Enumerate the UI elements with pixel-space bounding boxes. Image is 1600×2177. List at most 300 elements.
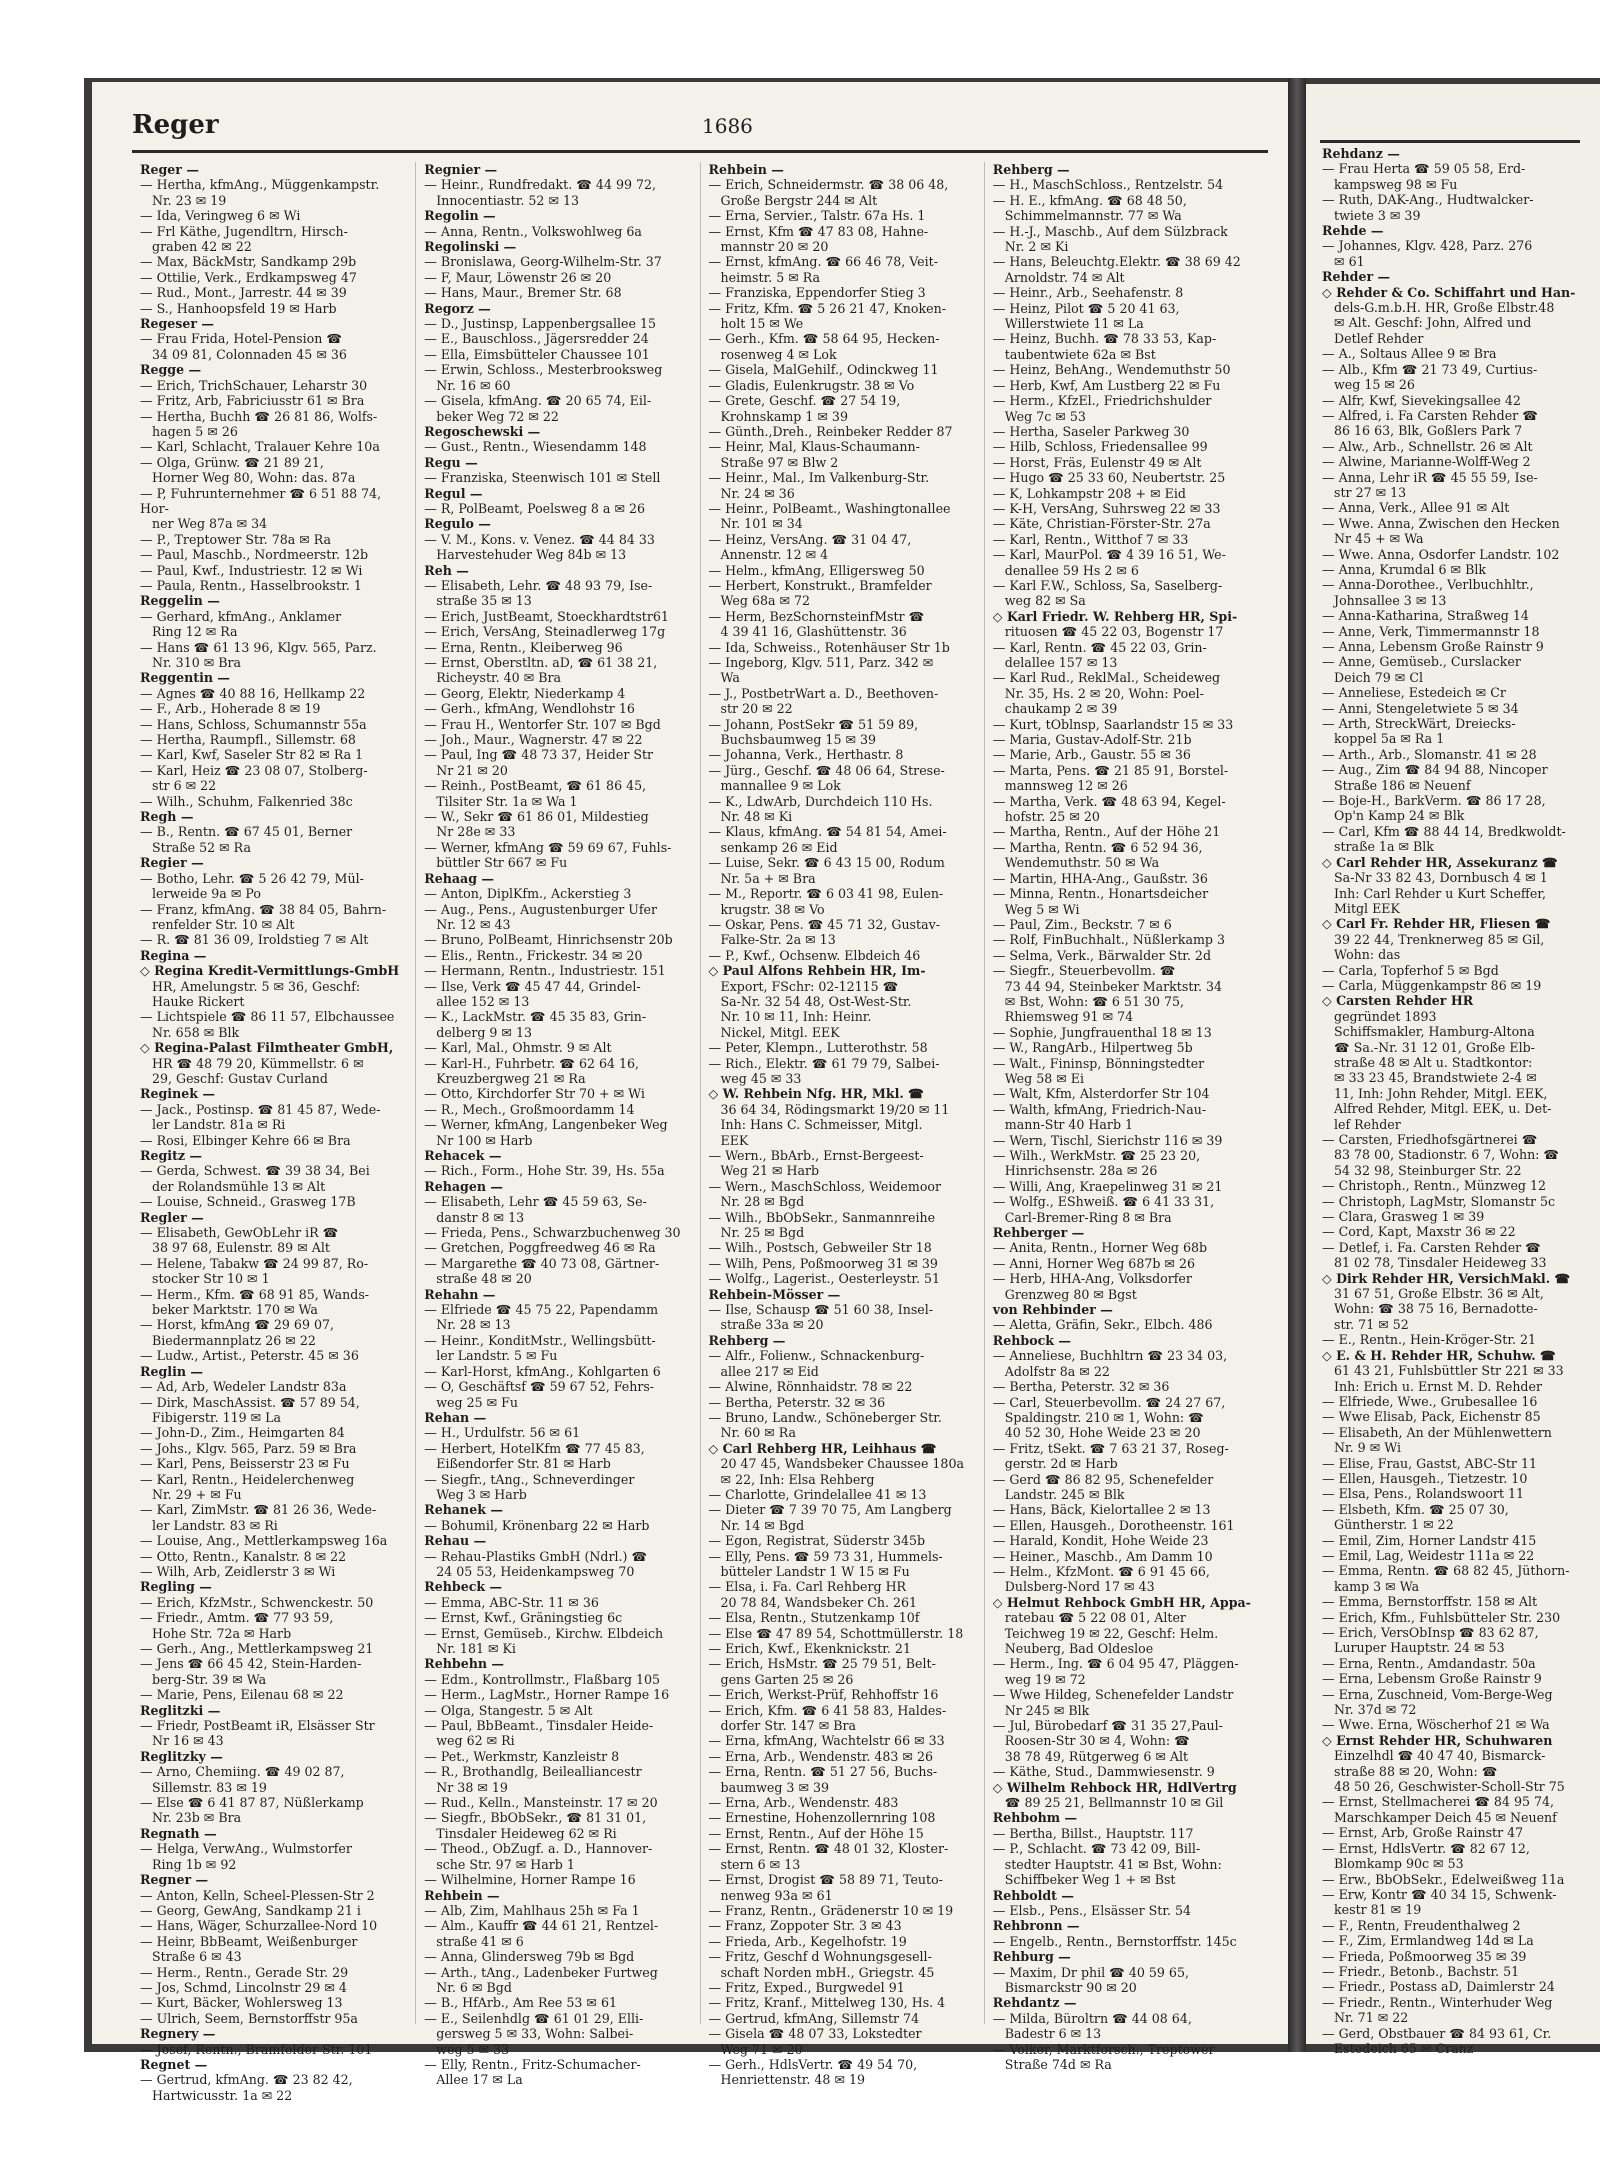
listing-entry: — Gust., Rentn., Wiesendamm 148 <box>424 439 647 455</box>
listing-entry: Tinsdaler Heideweg 62 ✉ Ri <box>424 1825 617 1841</box>
listing-entry: — Ida, Veringweg 6 ✉ Wi <box>140 208 301 224</box>
listing-entry: dorfer Str. 147 ✉ Bra <box>708 1718 857 1734</box>
listing-entry: Nr. 5a + ✉ Bra <box>708 870 816 886</box>
listing-entry: — P., Treptower Str. 78a ✉ Ra <box>140 531 332 547</box>
listing-entry: twiete 3 ✉ 39 <box>1322 207 1421 223</box>
listing-entry: 40 52 30, Hohe Weide 23 ✉ 20 <box>992 1425 1201 1441</box>
listing-entry: — Gisela, MalGehilf., Odinckweg 11 <box>708 362 939 378</box>
listing-entry: — Gerd ☎ 86 82 95, Schenefelder <box>992 1471 1214 1487</box>
listing-entry: — Johs., Klgv. 565, Parz. 59 ✉ Bra <box>140 1440 357 1456</box>
listing-entry: — Rolf, FinBuchhalt., Nüßlerkamp 3 <box>992 932 1225 948</box>
listing-entry: stern 6 ✉ 13 <box>708 1856 801 1872</box>
listing-entry: — Elly, Pens. ☎ 59 73 31, Hummels- <box>708 1548 943 1564</box>
listing-entry: — Louise, Ang., Mettlerkampsweg 16a <box>140 1533 388 1549</box>
listing-entry: kamp 3 ✉ Wa <box>1322 1578 1420 1594</box>
listing-entry: — Bronislawa, Georg-Wilhelm-Str. 37 <box>424 254 662 270</box>
listing-entry: Reggelin — <box>140 593 220 609</box>
listing-entry: — Minna, Rentn., Honartsdeicher <box>992 886 1209 902</box>
listing-entry: Wendemuthstr. 50 ✉ Wa <box>992 855 1160 871</box>
listing-entry: — Bohumil, Krönenbarg 22 ✉ Harb <box>424 1517 650 1533</box>
listing-entry: — Arno, Chemiing. ☎ 49 02 87, <box>140 1764 345 1780</box>
facing-page-column <box>1316 146 1600 2056</box>
listing-entry: Straße 97 ✉ Blw 2 <box>708 454 839 470</box>
listing-entry: ◇ W. Rehbein Nfg. HR, Mkl. ☎ <box>708 1086 924 1102</box>
listing-entry: — John-D., Zim., Heimgarten 84 <box>140 1425 345 1441</box>
listing-entry: — Walt., Fininsp, Bönningstedter <box>992 1055 1205 1071</box>
listing-entry: — Wilhelmine, Horner Rampe 16 <box>424 1872 636 1888</box>
listing-entry: Regnery — <box>140 2026 216 2042</box>
listing-entry: — Detlef, i. Fa. Carsten Rehder ☎ <box>1322 1239 1541 1255</box>
listing-entry: — Carl, Steuerbevollm. ☎ 24 27 67, <box>992 1394 1226 1410</box>
listing-entry: Willerstwiete 11 ✉ La <box>992 316 1144 332</box>
listing-entry: Straße 52 ✉ Ra <box>140 839 251 855</box>
listing-entry: — Carsten, Friedhofsgärtnerei ☎ <box>1322 1132 1538 1147</box>
listing-entry: krugstr. 38 ✉ Vo <box>708 901 825 917</box>
listing-entry: — Erna, Arb., Wendenstr. 483 <box>708 1795 899 1811</box>
listing-entry: — Paula, Rentn., Hasselbrookstr. 1 <box>140 577 362 593</box>
listing-entry: — Wern., BbArb., Ernst-Bergeest- <box>708 1148 924 1163</box>
listing-entry: Nr 38 ✉ 19 <box>424 1779 508 1795</box>
listing-entry: 86 16 63, Blk, Goßlers Park 7 <box>1322 423 1523 439</box>
listing-entry: — Elisabeth, An der Mühlenwettern <box>1322 1424 1552 1440</box>
listing-entry: — Wilh., Schuhm, Falkenried 38c <box>140 793 353 809</box>
listing-entry: — Alwine, Rönnhaidstr. 78 ✉ 22 <box>708 1379 913 1395</box>
listing-entry: Nr. 23 ✉ 19 <box>140 192 227 208</box>
listing-entry: berg-Str. 39 ✉ Wa <box>140 1671 267 1687</box>
listing-entry: — Martin, HHA-Ang., Gaußstr. 36 <box>992 870 1208 886</box>
listing-entry: Teichweg 19 ✉ 22, Geschf: Helm. <box>992 1625 1219 1641</box>
listing-entry: — Karl, Kwf, Saseler Str 82 ✉ Ra 1 <box>140 747 364 763</box>
listing-entry: — Ulrich, Seem, Bernstorffstr 95a <box>140 2010 358 2026</box>
listing-entry: — Gerh., Kfm. ☎ 58 64 95, Hecken- <box>708 331 940 347</box>
listing-entry: — Kurt, Bäcker, Wohlersweg 13 <box>140 1995 343 2011</box>
listing-entry: — Ernst, Kwf., Gräningstieg 6c <box>424 1610 623 1626</box>
listing-entry: — E., Bauschloss., Jägersredder 24 <box>424 331 649 347</box>
listing-entry: — Gerh., Ang., Mettlerkampsweg 21 <box>140 1641 374 1656</box>
listing-entry: heimstr. 5 ✉ Ra <box>708 269 821 285</box>
listing-entry: Nr 28e ✉ 33 <box>424 824 516 840</box>
listing-entry: — Gretchen, Poggfreedweg 46 ✉ Ra <box>424 1240 656 1256</box>
listing-entry: stedter Hauptstr. 41 ✉ Bst, Wohn: <box>992 1856 1222 1872</box>
listing-entry: — Reinh., PostBeamt, ☎ 61 86 45, <box>424 778 647 794</box>
listing-entry: — Ernst, Arb, Große Rainstr 47 <box>1322 1825 1524 1841</box>
listing-entry: Nr 100 ✉ Harb <box>424 1132 533 1148</box>
listing-entry: — Elisabeth, Lehr. ☎ 48 93 79, Ise- <box>424 577 653 593</box>
listing-entry: — Anna, Verk., Allee 91 ✉ Alt <box>1322 500 1510 516</box>
listing-entry: ◇ Carl Fr. Rehder HR, Fliesen ☎ <box>1322 916 1551 932</box>
listing-entry: Regitz — <box>140 1148 203 1163</box>
listing-entry: Regnet — <box>140 2056 208 2072</box>
listing-entry: ✉ 22, Inh: Elsa Rehberg <box>708 1471 875 1487</box>
listing-entry: Arnoldstr. 74 ✉ Alt <box>992 269 1125 285</box>
listing-entry: — Elsa, i. Fa. Carl Rehberg HR <box>708 1579 907 1595</box>
listing-entry: — Friedr., Betonb., Bachstr. 51 <box>1322 1963 1520 1979</box>
listing-entry: ner Weg 87a ✉ 34 <box>140 516 268 532</box>
listing-entry: 11, Inh: John Rehder, Mitgl. EEK, <box>1322 1085 1548 1101</box>
listing-entry: gegründet 1893 <box>1322 1008 1437 1024</box>
listing-entry: ◇ Helmut Rehbock GmbH HR, Appa- <box>992 1594 1251 1610</box>
listing-entry: — Erna, Zuschneid, Vom-Berge-Weg <box>1322 1686 1553 1702</box>
listing-entry: — Wilh, Arb, Zeidlerstr 3 ✉ Wi <box>140 1563 336 1579</box>
listing-entry: Rehberg — <box>708 1332 786 1348</box>
listing-entry: Hohe Str. 72a ✉ Harb <box>140 1625 292 1641</box>
listing-entry: — B., Rentn. ☎ 67 45 01, Berner <box>140 824 353 840</box>
listing-entry: — Bruno, Landw., Schöneberger Str. <box>708 1409 942 1425</box>
listing-entry: Weg 71 ✉ 20 <box>708 2041 803 2057</box>
listing-entry: — Gerd, Obstbauer ☎ 84 93 61, Cr. <box>1322 2025 1552 2041</box>
listing-entry: — Joh., Maur., Wagnerstr. 47 ✉ 22 <box>424 732 643 748</box>
column-1 <box>132 162 415 2103</box>
listing-entry: Badestr 6 ✉ 13 <box>992 2026 1102 2042</box>
listing-entry: — Herb, Kwf, Am Lustberg 22 ✉ Fu <box>992 377 1221 393</box>
listing-entry: Blomkamp 90c ✉ 53 <box>1322 1856 1464 1872</box>
listing-entry: — Erich, HsMstr. ☎ 25 79 51, Belt- <box>708 1656 936 1672</box>
listing-entry: Harvestehuder Weg 84b ✉ 13 <box>424 547 627 563</box>
listing-entry: — Friedr., Amtm. ☎ 77 93 59, <box>140 1610 334 1626</box>
listing-entry: weg 25 ✉ Fu <box>424 1394 518 1410</box>
listing-entry: — Anna, Lehr iR ☎ 45 55 59, Ise- <box>1322 469 1538 485</box>
listing-entry: — Heinr., KonditMstr., Wellingsbütt- <box>424 1332 656 1348</box>
listing-entry: — Siegfr., tAng., Schneverdinger <box>424 1471 635 1487</box>
listing-entry: — Ella, Eimsbütteler Chaussee 101 <box>424 346 650 362</box>
listing-entry: — Alw., Arb., Schnellstr. 26 ✉ Alt <box>1322 438 1533 454</box>
listing-entry: Richeystr. 40 ✉ Bra <box>424 670 562 686</box>
listing-entry: — P, Fuhrunternehmer ☎ 6 51 88 74, Hor- <box>140 485 386 516</box>
listing-entry: — Karl-Horst, kfmAng., Kohlgarten 6 <box>424 1363 661 1379</box>
listing-entry: — Ernst, Oberstltn. aD, ☎ 61 38 21, <box>424 655 658 670</box>
listing-entry: — Erich, Schneidermstr. ☎ 38 06 48, <box>708 177 949 193</box>
listing-entry: Ring 12 ✉ Ra <box>140 624 238 640</box>
listing-entry: Reger — <box>140 162 199 177</box>
listing-entry: — Hertha, Raumpfl., Sillemstr. 68 <box>140 732 356 748</box>
listing-entry: Rehbein — <box>424 1887 500 1903</box>
listing-entry: senkamp 26 ✉ Eid <box>708 839 838 855</box>
listing-entry: stocker Str 10 ✉ 1 <box>140 1271 270 1287</box>
listing-entry: — Emma, Rentn. ☎ 68 82 45, Jüthorn- <box>1322 1563 1570 1579</box>
listing-entry: — Paul, Zim., Beckstr. 7 ✉ 6 <box>992 916 1172 932</box>
listing-entry: Estedeich 65 ✉ Cranz <box>1322 2040 1474 2056</box>
listing-entry: — K-H, VersAng, Suhrsweg 22 ✉ 33 <box>992 500 1221 516</box>
listing-entry: Regorz — <box>424 300 491 316</box>
listing-entry: 81 02 78, Tinsdaler Heideweg 33 <box>1322 1255 1547 1271</box>
listing-entry: — Johann, PostSekr ☎ 51 59 89, <box>708 716 919 732</box>
listing-entry: — Sophie, Jungfrauenthal 18 ✉ 13 <box>992 1024 1212 1040</box>
listing-entry: — Jos, Schmd, Lincolnstr 29 ✉ 4 <box>140 1979 347 1995</box>
listing-entry: Regulo — <box>424 516 491 532</box>
listing-entry: — E., Rentn., Hein-Kröger-Str. 21 <box>1322 1332 1537 1348</box>
listing-entry: — Hilb, Schloss, Friedensallee 99 <box>992 439 1208 455</box>
listing-entry: Straße 74d ✉ Ra <box>992 2056 1112 2072</box>
listing-entry: ◇ Regina Kredit-Vermittlungs-GmbH <box>140 963 400 979</box>
listing-entry: kampsweg 98 ✉ Fu <box>1322 176 1458 192</box>
listing-entry: Regnier — <box>424 162 498 177</box>
listing-entry: — Fritz, Arb, Fabriciusstr 61 ✉ Bra <box>140 393 365 409</box>
listing-entry: Nr. 658 ✉ Blk <box>140 1024 240 1040</box>
listing-entry: hofstr. 25 ✉ 20 <box>992 809 1100 825</box>
listing-entry: — Siegfr., Steuerbevollm. ☎ <box>992 963 1176 979</box>
listing-entry: dels-G.m.b.H. HR, Große Elbstr.48 <box>1322 300 1555 316</box>
listing-entry: — Helm., KfzMont. ☎ 6 91 45 66, <box>992 1563 1210 1579</box>
listing-entry: — Erna, Arb., Wendenstr. 483 ✉ 26 <box>708 1748 934 1764</box>
listing-entry: Rhiemsweg 91 ✉ 74 <box>992 1009 1134 1025</box>
listing-entry: ✉ 61 <box>1322 253 1365 269</box>
listing-entry: ratebau ☎ 5 22 08 01, Alter <box>992 1610 1186 1626</box>
page-number: 1686 <box>702 114 753 138</box>
listing-entry: — Pet., Werkmstr, Kanzleistr 8 <box>424 1748 620 1764</box>
listing-entry: Regu — <box>424 454 478 470</box>
listing-entry: renfelder Str. 10 ✉ Alt <box>140 916 295 932</box>
listing-entry: weg 62 ✉ Ri <box>424 1733 515 1749</box>
listing-entry: — Ernst, kfmAng. ☎ 66 46 78, Veit- <box>708 254 938 270</box>
listing-entry: Krohnskamp 1 ✉ 39 <box>708 408 848 424</box>
listing-entry: Nr. 37d ✉ 72 <box>1322 1702 1417 1718</box>
listing-entry: — Jürg., Geschf. ☎ 48 06 64, Strese- <box>708 762 945 778</box>
listing-entry: — Wern., MaschSchloss, Weidemoor <box>708 1178 942 1194</box>
listing-entry: beker Weg 72 ✉ 22 <box>424 408 559 424</box>
listing-entry: Nr. 28 ✉ Bgd <box>708 1194 805 1210</box>
listing-entry: Sa-Nr 33 82 43, Dornbusch 4 ✉ 1 <box>1322 870 1548 886</box>
listing-entry: Nr. 24 ✉ 36 <box>708 485 795 501</box>
listing-entry: — Frau Herta ☎ 59 05 58, Erd- <box>1322 161 1526 177</box>
listing-entry: — Karl, Heiz ☎ 23 08 07, Stolberg- <box>140 762 368 778</box>
listing-entry: — Ernst, Rentn., Auf der Höhe 15 <box>708 1825 924 1841</box>
listing-entry: Rehder — <box>1322 269 1391 285</box>
listing-entry: — Hans, Beleuchtg.Elektr. ☎ 38 69 42 <box>992 254 1241 270</box>
listing-entry: — Margarethe ☎ 40 73 08, Gärtner- <box>424 1255 660 1271</box>
listing-entry: — Marie, Pens, Eilenau 68 ✉ 22 <box>140 1687 344 1703</box>
listing-entry: Rehbock — <box>992 1332 1071 1348</box>
listing-entry: — Franz, kfmAng. ☎ 38 84 05, Bahrn- <box>140 901 387 917</box>
listing-entry: Nr. 6 ✉ Bgd <box>424 1979 512 1995</box>
listing-entry: — Helga, VerwAng., Wulmstorfer <box>140 1841 352 1857</box>
listing-entry: — Wolfg., Lagerist., Oesterleystr. 51 <box>708 1271 941 1287</box>
listing-entry: Nr. 9 ✉ Wi <box>1322 1440 1401 1456</box>
listing-entry: Regner — <box>140 1872 209 1888</box>
listing-entry: Nr. 29 + ✉ Fu <box>140 1486 242 1502</box>
listing-entry: 83 78 00, Stadionstr. 6 7, Wohn: ☎ <box>1322 1147 1560 1163</box>
listing-entry: — Christoph, LagMstr, Slomanstr 5c <box>1322 1193 1556 1209</box>
listing-entry: ler Landstr. 81a ✉ Ri <box>140 1117 286 1133</box>
listing-entry: — Ernestine, Hohenzollernring 108 <box>708 1810 936 1826</box>
listing-entry: straße 88 ✉ 20, Wohn: ☎ <box>1322 1763 1498 1779</box>
listing-entry: Große Bergstr 244 ✉ Alt <box>708 192 878 208</box>
listing-entry: ler Landstr. 83 ✉ Ri <box>140 1517 278 1533</box>
listing-entry: — J., PostbetrWart a. D., Beethoven- <box>708 685 939 701</box>
listing-entry: mannsweg 12 ✉ 26 <box>992 778 1128 794</box>
listing-entry: Rehbein — <box>708 162 784 177</box>
listing-entry: — Erich, TrichSchauer, Leharstr 30 <box>140 377 368 393</box>
listing-entry: 38 78 49, Rütgerweg 6 ✉ Alt <box>992 1748 1189 1764</box>
listing-entry: — Herm., Kfm. ☎ 68 91 85, Wands- <box>140 1286 370 1302</box>
facing-page-rule <box>1320 140 1580 143</box>
listing-entry: — Käte, Christian-Förster-Str. 27a <box>992 516 1211 532</box>
listing-entry: — Elsa, Pens., Rolandswoort 11 <box>1322 1486 1525 1502</box>
listing-entry: — Harald, Kondit, Hohe Weide 23 <box>992 1533 1209 1549</box>
listing-entry: — Arth., Arb., Slomanstr. 41 ✉ 28 <box>1322 746 1537 762</box>
listing-entry: — Jack., Postinsp. ☎ 81 45 87, Wede- <box>140 1101 381 1117</box>
listing-entry: — Anni, Horner Weg 687b ✉ 26 <box>992 1255 1195 1271</box>
listing-entry: — Herm., Rentn., Gerade Str. 29 <box>140 1964 349 1980</box>
listing-entry: — Arth., tAng., Ladenbeker Furtweg <box>424 1964 658 1980</box>
listing-entry: Rehbohm — <box>992 1810 1078 1826</box>
listing-entry: delallee 157 ✉ 13 <box>992 655 1118 670</box>
listing-entry: — Ernst, Stellmacherei ☎ 84 95 74, <box>1322 1794 1554 1810</box>
listing-entry: — Hertha, Buchh ☎ 26 81 86, Wolfs- <box>140 408 378 424</box>
listing-entry: Nr. 48 ✉ Ki <box>708 809 793 825</box>
listing-entry: — Erw., BbObSekr., Edelweißweg 11a <box>1322 1871 1565 1887</box>
listing-entry: — Friedr., Postass aD, Daimlerstr 24 <box>1322 1979 1555 1995</box>
listing-entry: baumweg 3 ✉ 39 <box>708 1779 830 1795</box>
page-title: Reger <box>132 110 219 140</box>
listing-entry: — Jul, Bürobedarf ☎ 31 35 27,Paul- <box>992 1718 1223 1734</box>
listing-entry: Einzelhdl ☎ 40 47 40, Bismarck- <box>1322 1748 1546 1764</box>
listing-entry: — Peter, Klempn., Lutterothstr. 58 <box>708 1040 928 1056</box>
listing-entry: — Karl, MaurPol. ☎ 4 39 16 51, We- <box>992 547 1226 563</box>
listing-entry: Nr 45 + ✉ Wa <box>1322 531 1424 547</box>
listing-entry: ✉ Alt. Geschf: John, Alfred und <box>1322 315 1532 331</box>
listing-entry: — Ernst, Rentn. ☎ 48 01 32, Kloster- <box>708 1841 949 1857</box>
listing-entry: — Werner, kfmAng, Langenbeker Weg <box>424 1117 668 1133</box>
listing-entry: Inh: Carl Rehder u Kurt Scheffer, <box>1322 885 1546 901</box>
listing-entry: Wohn: ☎ 38 75 16, Bernadotte- <box>1322 1301 1538 1317</box>
listing-entry: — Elly, Rentn., Fritz-Schumacher- <box>424 2056 641 2072</box>
listing-entry: — Bertha, Billst., Hauptstr. 117 <box>992 1825 1194 1841</box>
listing-entry: — Aug., Pens., Augustenburger Ufer <box>424 901 658 917</box>
listing-entry: 24 05 53, Heidenkampsweg 70 <box>424 1563 635 1579</box>
listing-entry: — Bertha, Peterstr. 32 ✉ 36 <box>708 1394 886 1410</box>
listing-entry: danstr 8 ✉ 13 <box>424 1209 525 1225</box>
listing-entry: — Elfriede ☎ 45 75 22, Papendamm <box>424 1302 659 1318</box>
listing-entry: denallee 59 Hs 2 ✉ 6 <box>992 562 1139 578</box>
listing-entry: — Anna, Krumdal 6 ✉ Blk <box>1322 561 1486 577</box>
listing-entry: — Martha, Rentn., Auf der Höhe 21 <box>992 824 1221 840</box>
listing-entry: Rehdanz — <box>1322 146 1400 161</box>
listing-entry: — Olga, Stangestr. 5 ✉ Alt <box>424 1702 593 1718</box>
listing-entry: — Paul, BbBeamt., Tinsdaler Heide- <box>424 1718 654 1734</box>
listing-entry: — Alfr., Folienw., Schnackenburg- <box>708 1348 925 1364</box>
listing-entry: ✉ Bst, Wohn: ☎ 6 51 30 75, <box>992 993 1185 1009</box>
listing-entry: — Gerhard, kfmAng., Anklamer <box>140 608 342 624</box>
listing-entry: — Heinz, Pilot ☎ 5 20 41 63, <box>992 300 1180 316</box>
listing-entry: Reggentin — <box>140 670 230 686</box>
listing-entry: — Klaus, kfmAng. ☎ 54 81 54, Amei- <box>708 824 947 840</box>
listing-entry: — Günth.,Dreh., Reinbeker Redder 87 <box>708 423 953 439</box>
listing-entry: — Wwe. Anna, Zwischen den Hecken <box>1322 515 1560 531</box>
listing-entry: Schiffbeker Weg 1 + ✉ Bst <box>992 1872 1176 1888</box>
listing-entry: — Wilh., Postsch, Gebweiler Str 18 <box>708 1240 932 1256</box>
listing-entry: Sillemstr. 83 ✉ 19 <box>140 1779 267 1795</box>
listing-entry: — Erna, Rentn., Amdandastr. 50a <box>1322 1655 1536 1671</box>
listing-entry: Tilsiter Str. 1a ✉ Wa 1 <box>424 793 578 809</box>
listing-entry: — Volker, Marktforsch., Treptower <box>992 2041 1215 2057</box>
listing-entry: — Anton, Kelln, Scheel-Plessen-Str 2 <box>140 1887 375 1903</box>
listing-entry: Bismarckstr 90 ✉ 20 <box>992 1979 1137 1995</box>
listing-entry: ◇ E. & H. Rehder HR, Schuhw. ☎ <box>1322 1347 1556 1363</box>
listing-entry: — Martha, Verk. ☎ 48 63 94, Kegel- <box>992 793 1226 809</box>
listing-entry: — Clara, Grasweg 1 ✉ 39 <box>1322 1209 1485 1225</box>
listing-entry: — Ellen, Hausgeh., Dorotheenstr. 161 <box>992 1517 1235 1533</box>
listing-entry: — Erwin, Schloss., Mesterbrooksweg <box>424 362 663 378</box>
listing-entry: gersweg 5 ✉ 33, Wohn: Salbei- <box>424 2026 634 2042</box>
listing-entry: — Wwe Elisab, Pack, Eichenstr 85 <box>1322 1409 1541 1425</box>
listing-entry: — E., Seilenhdlg ☎ 61 01 29, Elli- <box>424 2010 644 2026</box>
listing-entry: Rehboldt — <box>992 1887 1074 1903</box>
directory-page <box>92 82 1288 2103</box>
listing-entry: Reglitzki — <box>140 1702 221 1718</box>
listing-entry: — Erich, Kfm., Fuhlsbütteler Str. 230 <box>1322 1609 1561 1625</box>
listing-entry: straße 41 ✉ 6 <box>424 1933 524 1949</box>
listing-entry: — M., Reportr. ☎ 6 03 41 98, Eulen- <box>708 886 944 902</box>
listing-entry: — Else ☎ 6 41 87 87, Nüßlerkamp <box>140 1795 364 1811</box>
listing-entry: — Erich, Werkst-Prüf, Rehhoffstr 16 <box>708 1687 939 1703</box>
listing-entry: Inh: Hans C. Schmeisser, Mitgl. <box>708 1117 923 1133</box>
listing-entry: — Wwe. Anna, Osdorfer Landstr. 102 <box>1322 546 1560 562</box>
listing-entry: — Elisabeth, Lehr ☎ 45 59 63, Se- <box>424 1194 647 1210</box>
listing-entry: — Hans, Maur., Bremer Str. 68 <box>424 285 622 301</box>
listing-entry: — Wilh., BbObSekr., Sanmannreihe <box>708 1209 936 1225</box>
listing-entry: — Karl F.W., Schloss, Sa, Saselberg- <box>992 577 1223 593</box>
listing-entry: — Rud., Mont., Jarrestr. 44 ✉ 39 <box>140 285 347 301</box>
listing-entry: Kreuzbergweg 21 ✉ Ra <box>424 1070 586 1086</box>
listing-entry: — Engelb., Rentn., Bernstorffstr. 145c <box>992 1933 1237 1949</box>
listing-entry: — Hertha, Saseler Parkweg 30 <box>992 423 1190 439</box>
listing-entry: — Gertrud, kfmAng, Sillemstr 74 <box>708 2010 920 2026</box>
listing-entry: — Dirk, MaschAssist. ☎ 57 89 54, <box>140 1394 360 1410</box>
listing-entry: ◇ Rehder & Co. Schiffahrt und Han- <box>1322 284 1576 300</box>
listing-entry: — Ad, Arb, Wedeler Landstr 83a <box>140 1379 347 1395</box>
listing-entry: — B., HfArb., Am Ree 53 ✉ 61 <box>424 1995 617 2011</box>
listing-entry: Nr. 10 ✉ 11, Inh: Heinr. <box>708 1009 872 1025</box>
listing-entry: ler Landstr. 5 ✉ Fu <box>424 1348 558 1364</box>
listing-entry: Rehacek — <box>424 1148 502 1163</box>
listing-entry: Ring 1b ✉ 92 <box>140 1856 237 1872</box>
listing-entry: — Karl, Mal., Ohmstr. 9 ✉ Alt <box>424 1040 612 1056</box>
listing-entry: Hinrichsenstr. 28a ✉ 26 <box>992 1163 1158 1179</box>
listing-entry: Nr. 28 ✉ 13 <box>424 1317 511 1333</box>
listing-entry: — Wilh., WerkMstr. ☎ 25 23 20, <box>992 1148 1201 1163</box>
listing-entry: — Gerda, Schwest. ☎ 39 38 34, Bei <box>140 1163 370 1179</box>
listing-entry: graben 42 ✉ 22 <box>140 239 252 255</box>
listing-entry: str. 71 ✉ 52 <box>1322 1316 1409 1332</box>
listing-entry: — Alfr, Kwf, Sievekingsallee 42 <box>1322 392 1521 408</box>
listing-entry: — Anneliese, Buchhltrn ☎ 23 34 03, <box>992 1348 1228 1364</box>
listing-entry: — Friedr., Rentn., Winterhuder Weg <box>1322 1994 1553 2010</box>
listing-entry: — F., Zim, Ermlandweg 14d ✉ La <box>1322 1933 1534 1949</box>
listing-entry: Rehbronn — <box>992 1918 1080 1934</box>
listing-entry: allee 217 ✉ Eid <box>708 1363 819 1379</box>
listing-entry: Nr. 60 ✉ Ra <box>708 1425 797 1441</box>
listing-entry: — Gisela, kfmAng. ☎ 20 65 74, Eil- <box>424 393 652 409</box>
listing-entry: ◇ Paul Alfons Rehbein HR, Im- <box>708 963 926 979</box>
listing-entry: — Emil, Lag, Weidestr 111a ✉ 22 <box>1322 1547 1535 1563</box>
listing-entry: — S., Hanhoopsfeld 19 ✉ Harb <box>140 300 337 316</box>
listing-entry: Rehahn — <box>424 1286 496 1302</box>
listing-entry: — Ludw., Artist., Peterstr. 45 ✉ 36 <box>140 1348 359 1364</box>
listing-entry: beker Marktstr. 170 ✉ Wa <box>140 1302 318 1318</box>
listing-entry: Weg 7c ✉ 53 <box>992 408 1086 424</box>
listing-entry: Roosen-Str 30 ✉ 4, Wohn: ☎ <box>992 1733 1190 1749</box>
listing-entry: — Elsa, Rentn., Stutzenkamp 10f <box>708 1610 920 1626</box>
listing-entry: — Otto, Kirchdorfer Str 70 + ✉ Wi <box>424 1086 645 1102</box>
listing-entry: — Hans, Wäger, Schurzallee-Nord 10 <box>140 1918 378 1934</box>
listing-entry: — Dieter ☎ 7 39 70 75, Am Langberg <box>708 1502 952 1518</box>
listing-entry: — Gisela ☎ 48 07 33, Lokstedter <box>708 2026 922 2042</box>
listing-entry: straße 33a ✉ 20 <box>708 1317 824 1333</box>
listing-entry: weg 82 ✉ Sa <box>992 593 1086 609</box>
listing-entry: — Carl, Kfm ☎ 88 44 14, Bredkwoldt- <box>1322 823 1566 839</box>
listing-entry: Johnsallee 3 ✉ 13 <box>1322 592 1447 608</box>
listing-entry: Marschkamper Deich 45 ✉ Neuenf <box>1322 1809 1557 1825</box>
